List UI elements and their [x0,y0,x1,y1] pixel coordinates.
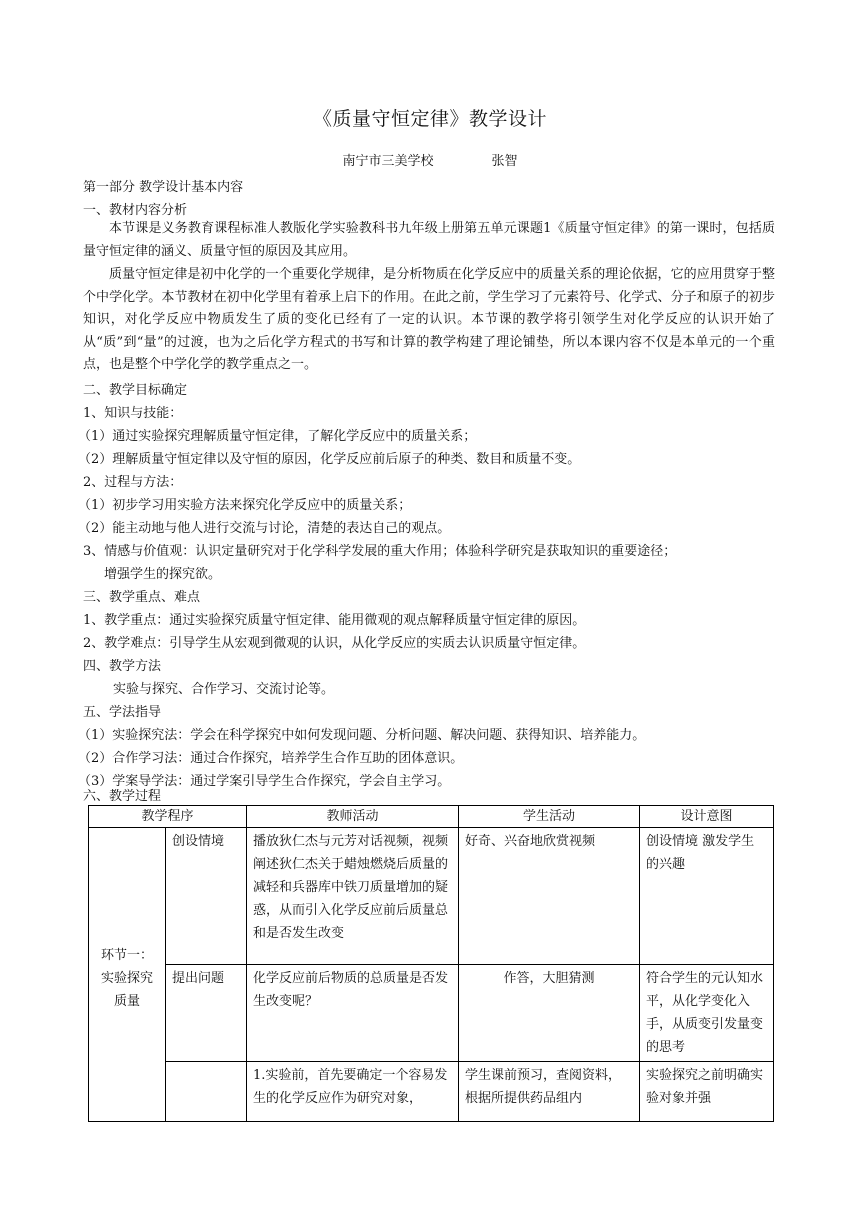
difficult-point: 2、教学难点：引导学生从宏观到微观的认识，从化学反应的实质去认识质量守恒定律。 [83,636,586,651]
table-row [89,828,774,965]
learning-method-3: （3）学案导学法：通过学案引导学生合作探究，学会自主学习。 [78,774,451,789]
section-heading-2: 二、教学目标确定 [83,383,188,398]
section-heading-1: 一、教材内容分析 [83,203,188,218]
paragraph-1: 本节课是义务教育课程标准人教版化学实验教科书九年级上册第五单元课题1《质量守恒定律》的第一课时，包括质量守恒定律的涵义、质量守恒的原因及其应用。 [83,221,775,259]
learning-method-1: （1）实验探究法：学会在科学探究中如何发现问题、分析问题、解决问题、获得知识、培养能力。 [78,728,646,743]
key-point: 1、教学重点：通过实验探究质量守恒定律、能用微观的观点解释质量守恒定律的原因。 [83,613,586,628]
goal-knowledge-2: （2）理解质量守恒定律以及守恒的原因，化学反应前后原子的种类、数目和质量不变。 [78,452,581,467]
step-cell [166,1062,247,1122]
goal-knowledge-heading: 1、知识与技能： [83,406,183,421]
goal-emotion-2: 增强学生的探究欲。 [104,567,222,582]
header-intent: 设计意图 [640,806,774,828]
student-activity-cell: 作答，大胆猜测 [459,965,640,1062]
teaching-process-table [88,805,774,1122]
teacher-activity-cell: 播放狄仁杰与元芳对话视频，视频阐述狄仁杰关于蜡烛燃烧后质量的减轻和兵器库中铁刀质量增加的疑惑，从而引入化学反应前后质量总和是否发生改变 [247,828,459,965]
table-row [89,965,774,1062]
header-student: 学生活动 [459,806,640,828]
intent-cell: 创设情境 激发学生的兴趣 [640,828,774,965]
step-cell: 创设情境 [166,828,247,965]
goal-process-1: （1）初步学习用实验方法来探究化学反应中的质量关系； [78,498,412,513]
learning-method-2: （2）合作学习法：通过合作探究，培养学生合作互助的团体意识。 [78,751,464,766]
goal-knowledge-1: （1）通过实验探究理解质量守恒定律，了解化学反应中的质量关系； [78,429,477,444]
step-cell: 提出问题 [166,965,247,1062]
student-activity-cell: 好奇、兴奋地欣赏视频 [459,828,640,965]
author-name: 张智 [491,154,518,169]
paragraph-2: 质量守恒定律是初中化学的一个重要化学规律，是分析物质在化学反应中的质量关系的理论依据，它的应用贯穿于整个中学化学。本节教材在初中化学里有着承上启下的作用。在此之前，学生学习了元素符号、化学式、分子和原子的初步知识，对化学反应中物质发生了质的变化已经有了一定的认识。本节课的教学将引领学生对化学反应的认识开始了从“质”到“量”的过渡，也为之后化学方程式的书写和计算的教学构建了理论铺垫，所以本课内容不仅是本单元的一个重点，也是整个中学化学的教学重点之一。 [83,267,775,372]
document-title: 《质量守恒定律》教学设计 [312,108,547,130]
header-procedure: 教学程序 [89,806,247,828]
section-heading-5: 五、学法指导 [83,705,162,720]
teacher-activity-cell: 1.实验前，首先要确定一个容易发生的化学反应作为研究对象， [247,1062,459,1122]
intent-cell: 符合学生的元认知水平，从化学变化入手，从质变引发量变的思考 [640,965,774,1062]
method-text: 实验与探究、合作学习、交流讨论等。 [113,682,335,697]
goal-process-2: （2）能主动地与他人进行交流与讨论，清楚的表达自己的观点。 [78,521,451,536]
table-header-row [89,806,774,828]
header-teacher: 教师活动 [247,806,459,828]
part-heading: 第一部分 教学设计基本内容 [83,180,244,195]
section-heading-4: 四、教学方法 [83,659,162,674]
author-school: 南宁市三美学校 [342,154,434,169]
section-cell: 环节一：实验探究质量 [89,828,166,1122]
section-heading-3: 三、教学重点、难点 [83,590,201,605]
table-row [89,1062,774,1122]
author-line [0,150,860,169]
intent-cell: 实验探究之前明确实验对象并强 [640,1062,774,1122]
section-heading-6: 六、教学过程 [83,789,162,804]
student-activity-cell: 学生课前预习，查阅资料，根据所提供药品组内 [459,1062,640,1122]
goal-process-heading: 2、过程与方法： [83,475,183,490]
teacher-activity-cell: 化学反应前后物质的总质量是否发生改变呢？ [247,965,459,1062]
goal-emotion-1: 3、情感与价值观：认识定量研究对于化学科学发展的重大作用；体验科学研究是获取知识的重要途径； [83,544,677,559]
